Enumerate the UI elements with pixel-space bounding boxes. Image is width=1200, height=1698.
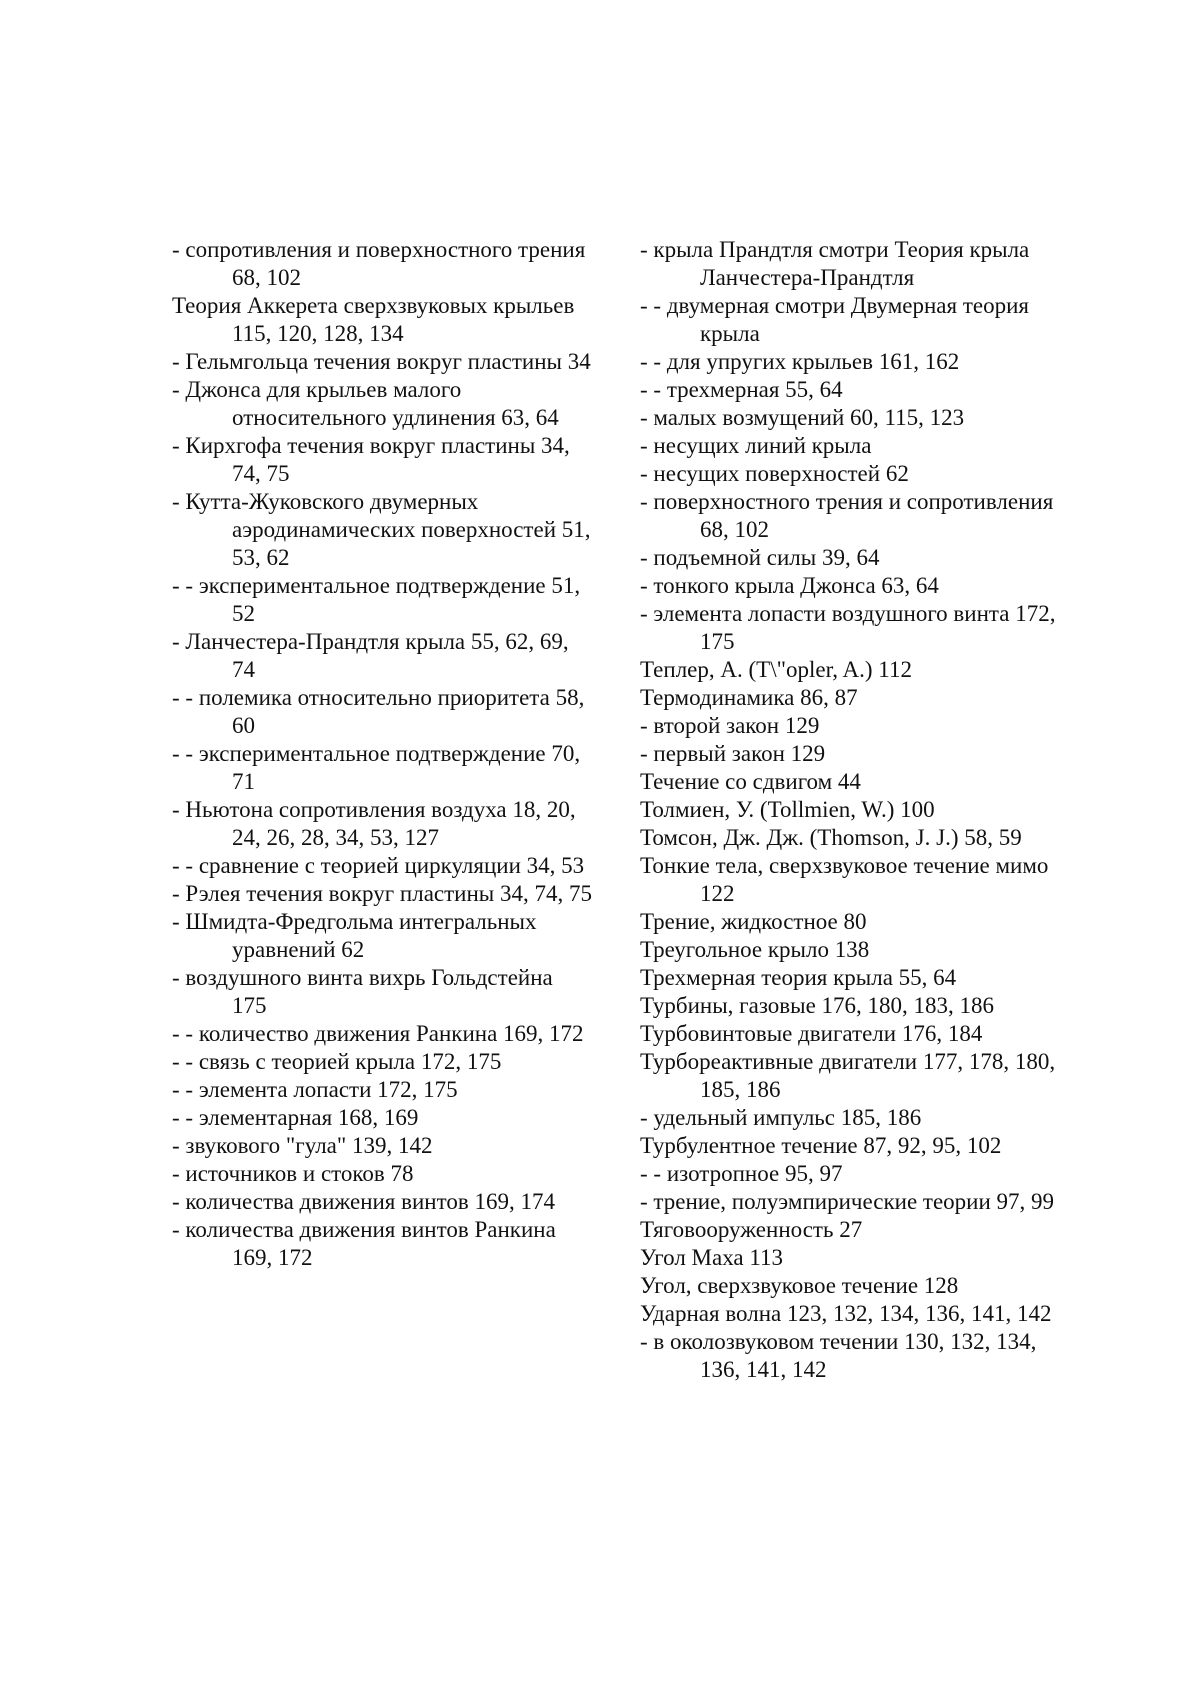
index-entry: - несущих поверхностей 62: [640, 461, 909, 486]
index-entry: - Гельмгольца течения вокруг пластины 34: [172, 349, 591, 374]
index-entry: - сопротивления и поверхностного трения 68, 102: [172, 237, 586, 290]
index-entry: - - полемика относительно приоритета 58, 60: [172, 685, 585, 738]
index-entry: - элемента лопасти воздушного винта 172, 175: [640, 601, 1056, 654]
index-entry: - малых возмущений 60, 115, 123: [640, 405, 965, 430]
index-column-right: [640, 236, 1070, 1384]
index-entry: Толмиен, У. (Tollmien, W.) 100: [640, 797, 935, 822]
index-entry: - подъемной силы 39, 64: [640, 545, 880, 570]
index-entry: - количества движения винтов Ранкина 169, 172: [172, 1217, 556, 1270]
index-entry: - количества движения винтов 169, 174: [172, 1189, 555, 1214]
index-entry: Турбореактивные двигатели 177, 178, 180, 185, 186: [640, 1049, 1056, 1102]
index-entry: Трение, жидкостное 80: [640, 909, 867, 934]
index-entry: - трение, полуэмпирические теории 97, 99: [640, 1189, 1055, 1214]
index-entry: - - связь с теорией крыла 172, 175: [172, 1049, 502, 1074]
index-entry: - источников и стоков 78: [172, 1161, 414, 1186]
index-entry: - звукового "гула" 139, 142: [172, 1133, 433, 1158]
index-entry: Турбины, газовые 176, 180, 183, 186: [640, 993, 995, 1018]
index-entry: Тонкие тела, сверхзвуковое течение мимо 122: [640, 853, 1049, 906]
index-entry: - - изотропное 95, 97: [640, 1161, 843, 1186]
index-entry: - второй закон 129: [640, 713, 820, 738]
index-entry: Томсон, Дж. Дж. (Thomson, J. J.) 58, 59: [640, 825, 1022, 850]
index-entry: - первый закон 129: [640, 741, 826, 766]
index-entry: - - элемента лопасти 172, 175: [172, 1077, 458, 1102]
index-entry: Треугольное крыло 138: [640, 937, 870, 962]
index-entry: - в околозвуковом течении 130, 132, 134, 136, 141, 142: [640, 1329, 1037, 1382]
index-entry: - воздушного винта вихрь Гольдстейна 175: [172, 965, 553, 1018]
index-entry: Турбовинтовые двигатели 176, 184: [640, 1021, 983, 1046]
index-entry: - несущих линий крыла: [640, 433, 872, 458]
index-entry: - крыла Прандтля смотри Теория крыла Ланчестера-Прандтля: [640, 237, 1030, 290]
index-entry: - - экспериментальное подтверждение 70, 71: [172, 741, 581, 794]
index-entry: Угол, сверхзвуковое течение 128: [640, 1273, 959, 1298]
index-entry: Теория Аккерета сверхзвуковых крыльев 115, 120, 128, 134: [172, 293, 575, 346]
index-entry: Тяговооруженность 27: [640, 1217, 863, 1242]
index-entry: - - трехмерная 55, 64: [640, 377, 843, 402]
index-entry: - тонкого крыла Джонса 63, 64: [640, 573, 939, 598]
index-entry: - удельный импульс 185, 186: [640, 1105, 922, 1130]
index-column-left: [172, 236, 592, 1272]
index-entry: - Ланчестера-Прандтля крыла 55, 62, 69, 74: [172, 629, 569, 682]
index-entry: Угол Маха 113: [640, 1245, 784, 1270]
index-entry: Термодинамика 86, 87: [640, 685, 858, 710]
index-entry: - Кутта-Жуковского двумерных аэродинамических поверхностей 51, 53, 62: [172, 489, 591, 570]
index-entry: Ударная волна 123, 132, 134, 136, 141, 142: [640, 1301, 1052, 1326]
index-entry: Течение со сдвигом 44: [640, 769, 861, 794]
index-entry: - - для упругих крыльев 161, 162: [640, 349, 960, 374]
index-entry: - - двумерная смотри Двумерная теория крыла: [640, 293, 1029, 346]
index-entry: - Джонса для крыльев малого относительного удлинения 63, 64: [172, 377, 559, 430]
index-entry: - - экспериментальное подтверждение 51, 52: [172, 573, 581, 626]
index-entry: - - элементарная 168, 169: [172, 1105, 419, 1130]
index-entry: Теплер, А. (T\"opler, A.) 112: [640, 657, 912, 682]
index-entry: - - сравнение с теорией циркуляции 34, 53: [172, 853, 585, 878]
index-entry: Трехмерная теория крыла 55, 64: [640, 965, 957, 990]
index-entry: - Кирхгофа течения вокруг пластины 34, 74, 75: [172, 433, 570, 486]
index-entry: - поверхностного трения и сопротивления 68, 102: [640, 489, 1054, 542]
index-entry: - Шмидта-Фредгольма интегральных уравнений 62: [172, 909, 537, 962]
index-entry: - - количество движения Ранкина 169, 172: [172, 1021, 584, 1046]
index-entry: Турбулентное течение 87, 92, 95, 102: [640, 1133, 1002, 1158]
index-entry: - Рэлея течения вокруг пластины 34, 74, 75: [172, 881, 592, 906]
index-entry: - Ньютона сопротивления воздуха 18, 20, 24, 26, 28, 34, 53, 127: [172, 797, 576, 850]
